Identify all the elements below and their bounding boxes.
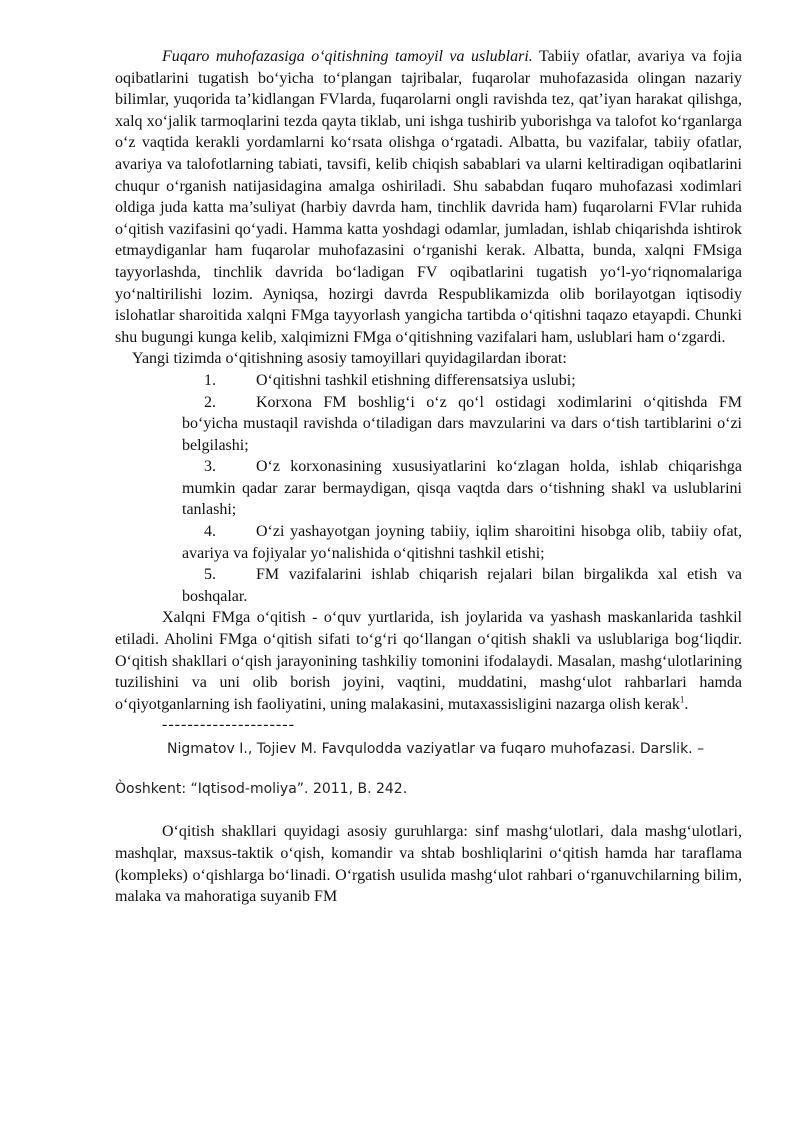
footnote-reference[interactable]: 1 — [679, 694, 685, 705]
paragraph-principles — [115, 46, 742, 348]
list-item-number: 3. — [204, 458, 216, 476]
list-item — [182, 370, 742, 392]
document-page — [115, 46, 742, 908]
list-item — [182, 564, 742, 607]
list-item-text: O‘zi yashayotgan joyning tabiiy, iqlim sharoitini hisobga olib, tabiiy ofat, avariya va fojiyalar yo‘nalishida o‘qitishni tashkil etishi; — [182, 523, 742, 562]
list-item — [182, 456, 742, 521]
section-title: Fuqaro muhofazasiga o‘qitishning tamoyil va uslublari. — [162, 48, 533, 65]
list-item-text: FM vazifalarini ishlab chiqarish rejalari bilan birgalikda xal etish va boshqalar. — [182, 566, 742, 605]
paragraph-forms — [115, 607, 742, 715]
list-item-text: O‘qitishni tashkil etishning differensatsiya uslubi; — [256, 371, 576, 389]
footnote-separator: --------------------- — [162, 716, 295, 734]
list-item-text: Korxona FM boshlig‘i o‘z qo‘l ostidagi xodimlarini o‘qitishda FM bo‘yicha mustaqil ravishda o‘tiladigan dars mavzularini va dars o‘tish tartiblarini o‘zi belgilashi; — [182, 393, 742, 454]
paragraph-text: Tabiiy ofatlar, avariya va fojia oqibatlarini tugatish bo‘yicha to‘plangan tajribalar, fuqarolar muhofazasida olingan nazariy bilimlar, yuqorida ta’kidlangan FVlarda, fuqarolarni ongli ravishda tez, qat’iyan harakat qilishga, xalq xo‘jalik tarmoqlarini tezda qayta tiklab, uni ishga tushirib yuborishga va talofot ko‘rganlarga o‘z vaqtida kerakli yordamlarni ko‘rsata olishga o‘rgatadi. Albatta, bu vazifalar, tabiiy ofatlar, avariya va talofotlarning tabiati, tavsifi, kelib chiqish sabablari va ularni keltiradigan oqibatlarini chuqur o‘rganish natijasidagina amalga oshiriladi. Shu sababdan fuqaro muhofazasi xodimlari oldiga juda katta ma’suliyat (harbiy davrda ham, tinchlik davrida ham) fuqarolarni FVlar ruhida o‘qitish vazifasini qo‘yadi. Hamma katta yoshdagi odamlar, jumladan, ishlab chiqarishda ishtirok etmaydiganlar ham fuqarolar muhofazasini o‘rganishi kerak. Albatta, bunda, xalqni FMsiga tayyorlashda, tinchlik davrida bo‘ladigan FV oqibatlarini tugatish yo‘l-yo‘riqnomalariga yo‘naltirilishi lozim. Ayniqsa, hozirgi davrda Respublikamizda olib borilayotgan iqtisodiy islohatlar sharoitida xalqni FMga tayyorlash yangicha tartibda o‘qitishni taqazo etayapdi. Chunki shu bugungi kunga kelib, xalqimizni FMga o‘qitishning vazifalari ham, uslublari ham o‘zgardi. — [115, 48, 743, 346]
principles-list — [115, 370, 742, 608]
list-item — [182, 521, 742, 564]
paragraph-text: Xalqni FMga o‘qitish - o‘quv yurtlarida, ish joylarida va yashash maskanlarida tashkil etiladi. Aholini FMga o‘qitish sifati to‘g‘ri qo‘llangan o‘qitish shakli va uslublariga bog‘liqdir. O‘qitish shakllari o‘qish jarayonining tashkiliy tomonini ifodalaydi. Masalan, mashg‘ulotlarining tuzilishini va uni olib borish joyini, vaqtini, muddatini, mashg‘ulot rahbarlari hamda o‘qiyotganlarning ish faoliyatini, uning malakasini, mutaxassisligini nazarga olish kerak — [115, 609, 742, 713]
paragraph-end: . — [684, 695, 689, 713]
list-intro: Yangi tizimda o‘qitishning asosiy tamoyillari quyidagilardan iborat: — [132, 350, 567, 368]
list-item-number: 5. — [204, 566, 216, 584]
list-item-number: 1. — [204, 371, 216, 389]
list-item-number: 4. — [204, 523, 216, 541]
list-item-text: O‘z korxonasining xususiyatlarini ko‘zlagan holda, ishlab chiqarishga mumkin qadar zarar bermaydigan, qisqa vaqtda dars o‘tishning shakl va uslublarini tanlashi; — [182, 458, 742, 519]
list-item-number: 2. — [204, 393, 216, 411]
spacer — [115, 799, 742, 821]
list-item — [182, 392, 742, 457]
footnote-text-continued: Òoshkent: “Iqtisod-moliya”. 2011, B. 242. — [115, 781, 408, 798]
paragraph-training-groups: O‘qitish shakllari quyidagi asosiy guruhlarga: sinf mashg‘ulotlari, dala mashg‘ulotlari, mashqlar, maxsus-taktik o‘qish, komandir va shtab boshliqlarini o‘qitish hamda har taraflama (kompleks) o‘qishlarga bo‘linadi. O‘rgatish usulida mashg‘ulot rahbari o‘rganuvchilarning bilim, malaka va mahoratiga suyanib FM — [115, 823, 742, 906]
footnote-text: Nigmatov I., Tojiev M. Favqulodda vaziyatlar va fuqaro muhofazasi. Darslik. – — [167, 741, 705, 758]
